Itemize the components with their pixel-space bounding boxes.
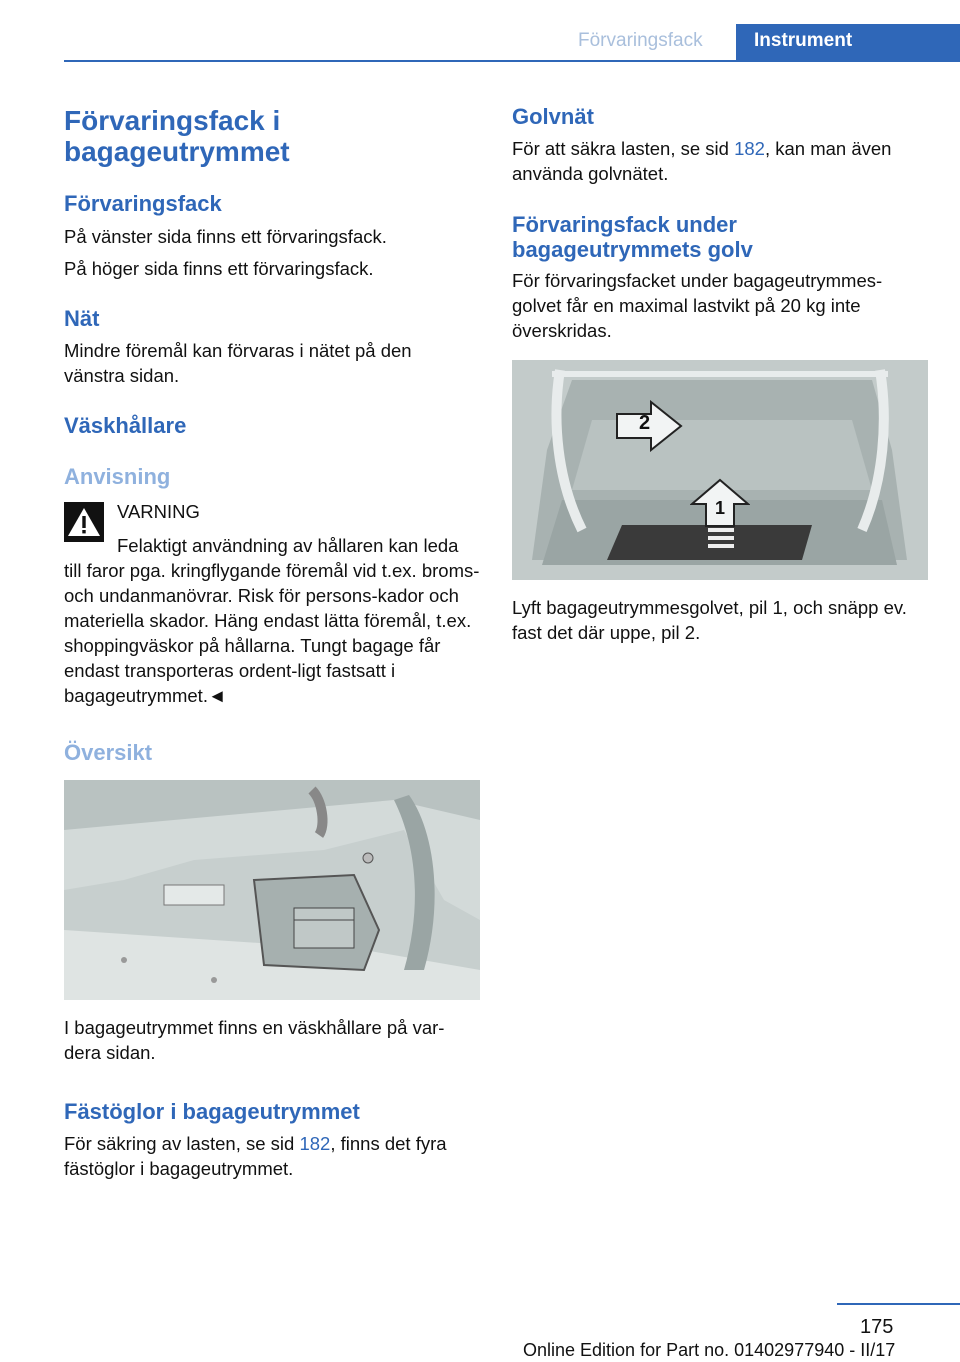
note-heading: Anvisning — [64, 464, 171, 489]
trunk-floor-illustration — [512, 360, 928, 580]
net-heading: Nät — [64, 306, 100, 331]
floor-net-heading: Golvnät — [512, 104, 594, 129]
header-rule — [64, 60, 960, 62]
under-floor-heading: Förvaringsfack under bagageutrymmets golv — [512, 212, 753, 262]
bag-holder-heading: Väskhållare — [64, 413, 187, 438]
floor-caption: Lyft bagageutrymmesgolvet, pil 1, och snäpp ev. fast det där uppe, pil 2. — [512, 597, 907, 643]
under-floor-text: För förvaringsfacket under bagageutrymmes-golvet får en maximal lastvikt på 20 kg inte överskridas. — [512, 270, 883, 341]
header-chapter-tab[interactable]: Instrument — [736, 24, 960, 62]
page-title-block — [64, 105, 480, 167]
overview-heading: Översikt — [64, 740, 153, 765]
page-number: 175 — [860, 1316, 894, 1338]
tie-down-text: För säkring av lasten, se sid 182, finns det fyra fästöglor i bagageutrymmet. — [64, 1133, 447, 1179]
trunk-left-illustration — [64, 780, 480, 1000]
storage-text-right: På höger sida finns ett förvaringsfack. — [64, 258, 374, 279]
footer-rule — [837, 1303, 960, 1305]
page-title: Förvaringsfack i bagageutrymmet — [64, 105, 290, 167]
arrow-2-label: 2 — [639, 412, 651, 434]
net-text: Mindre föremål kan förvaras i nätet på den vänstra sidan. — [64, 340, 412, 386]
page-link[interactable]: 182 — [734, 138, 765, 159]
warning-label: VARNING — [117, 501, 200, 522]
storage-text-left: På vänster sida finns ett förvaringsfack. — [64, 226, 387, 247]
warning-text: Felaktigt användning av hållaren kan leda till faror pga. kringflygande föremål vid t.ex. broms- och undanmanövrar. Risk för persons-kador och materiella skador. Häng endast lätta föremål, t.ex. shoppingväskor på hållarna. Tungt bagage får endast transporteras ordent-ligt fastsatt i bagageutrymmet.◄ — [64, 535, 480, 706]
floor-net-text: För att säkra lasten, se sid 182, kan man även använda golvnätet. — [512, 138, 892, 184]
header-section-tab[interactable]: Förvaringsfack — [578, 30, 703, 51]
edition-footer: Online Edition for Part no. 01402977940 - II/17 — [523, 1340, 896, 1360]
page-link[interactable]: 182 — [299, 1133, 331, 1154]
overview-caption: I bagageutrymmet finns en väskhållare på var-dera sidan. — [64, 1017, 445, 1063]
storage-heading: Förvaringsfack — [64, 191, 222, 216]
arrow-1-label: 1 — [715, 498, 726, 518]
tie-down-heading: Fästöglor i bagageutrymmet — [64, 1099, 360, 1124]
